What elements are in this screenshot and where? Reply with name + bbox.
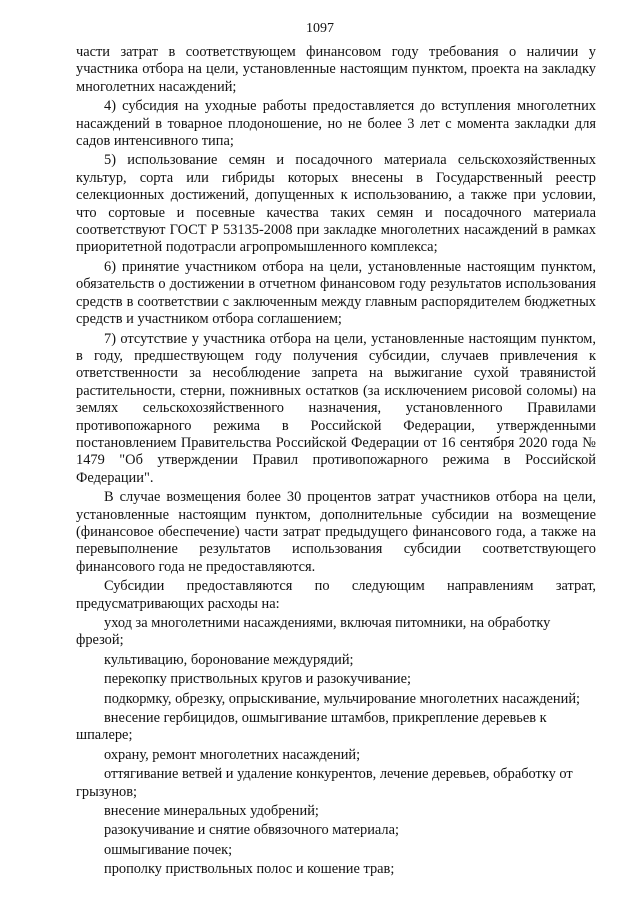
list-item: прополку приствольных полос и кошение трав; [104,861,395,878]
paragraph-cost-directions: Субсидии предоставляются по следующим направлениям затрат, предусматривающих расходы на: [76,578,596,612]
paragraph-condition-6: 6) принятие участником отбора на цели, установленные настоящим пунктом, обязательств о достижении в отчетном финансовом году результатов использования средств в соответствии с заключенным между главным распорядителем бюджетных средств и участником отбора соглашением; [76,258,596,328]
list-item: подкормку, обрезку, опрыскивание, мульчирование многолетних насаждений; [104,690,581,707]
list-item: оттягивание ветвей и удаление конкурентов, лечение деревьев, обработку от грызунов; [76,766,573,800]
list-item: внесение минеральных удобрений; [104,803,319,820]
paragraph-condition-5: 5) использование семян и посадочного материала сельскохозяйственных культур, сорта или гибриды которых внесены в Государственный реестр селекционных достижений, допущенных к использованию, а также при условии, что сортовые и посевные качества таких семян и посадочного материала соответствуют ГОСТ Р 53135-2008 при закладке многолетних насаждений в рамках приоритетной подотрасли агропромышленного комплекса; [76,152,596,256]
paragraph-condition-4: 4) субсидия на уходные работы предоставляется до вступления многолетних насаждений в товарное плодоношение, но не более 3 лет с момента закладки для садов интенсивного типа; [76,98,596,150]
list-item: культивацию, боронование междурядий; [104,651,354,668]
list-item: разокучивание и снятие обвязочного материала; [104,822,399,839]
page-number: 1097 [306,21,334,36]
list-item: охрану, ремонт многолетних насаждений; [104,746,361,763]
list-item: ошмыгивание почек; [104,841,233,858]
list-item: уход за многолетними насаждениями, включая питомники, на обработку фрезой; [76,615,551,649]
list-item: перекопку приствольных кругов и разокучивание; [104,671,411,688]
document-body [76,44,596,881]
paragraph-continuation: части затрат в соответствующем финансовом году требования о наличии у участника отбора на цели, установленные настоящим пунктом, проекта на закладку многолетних насаждений; [76,44,596,95]
list-item: внесение гербицидов, ошмыгивание штамбов, прикрепление деревьев к шпалере; [76,710,547,744]
paragraph-condition-7: 7) отсутствие у участника отбора на цели, установленные настоящим пунктом, в году, предшествующем году получения субсидии, случаев привлечения к ответственности за несоблюдение запрета на выжигание сухой травянистой растительности, стерни, пожнивных остатков (за исключением рисовой соломы) на землях сельскохозяйственного назначения, установленного Правилами противопожарного режима в Российской Федерации, утвержденными постановлением Правительства Российской Федерации от 16 сентября 2020 года № 1479 "Об утверждении Правил противопожарного режима в Российской Федерации". [76,330,596,486]
paragraph-reimbursement-rule: В случае возмещения более 30 процентов затрат участников отбора на цели, установленные настоящим пунктом, дополнительные субсидии на возмещение (финансовое обеспечение) части затрат предыдущего финансового года, а также на перевыполнение результатов использования субсидии соответствующего финансового года не предоставляются. [76,489,596,575]
